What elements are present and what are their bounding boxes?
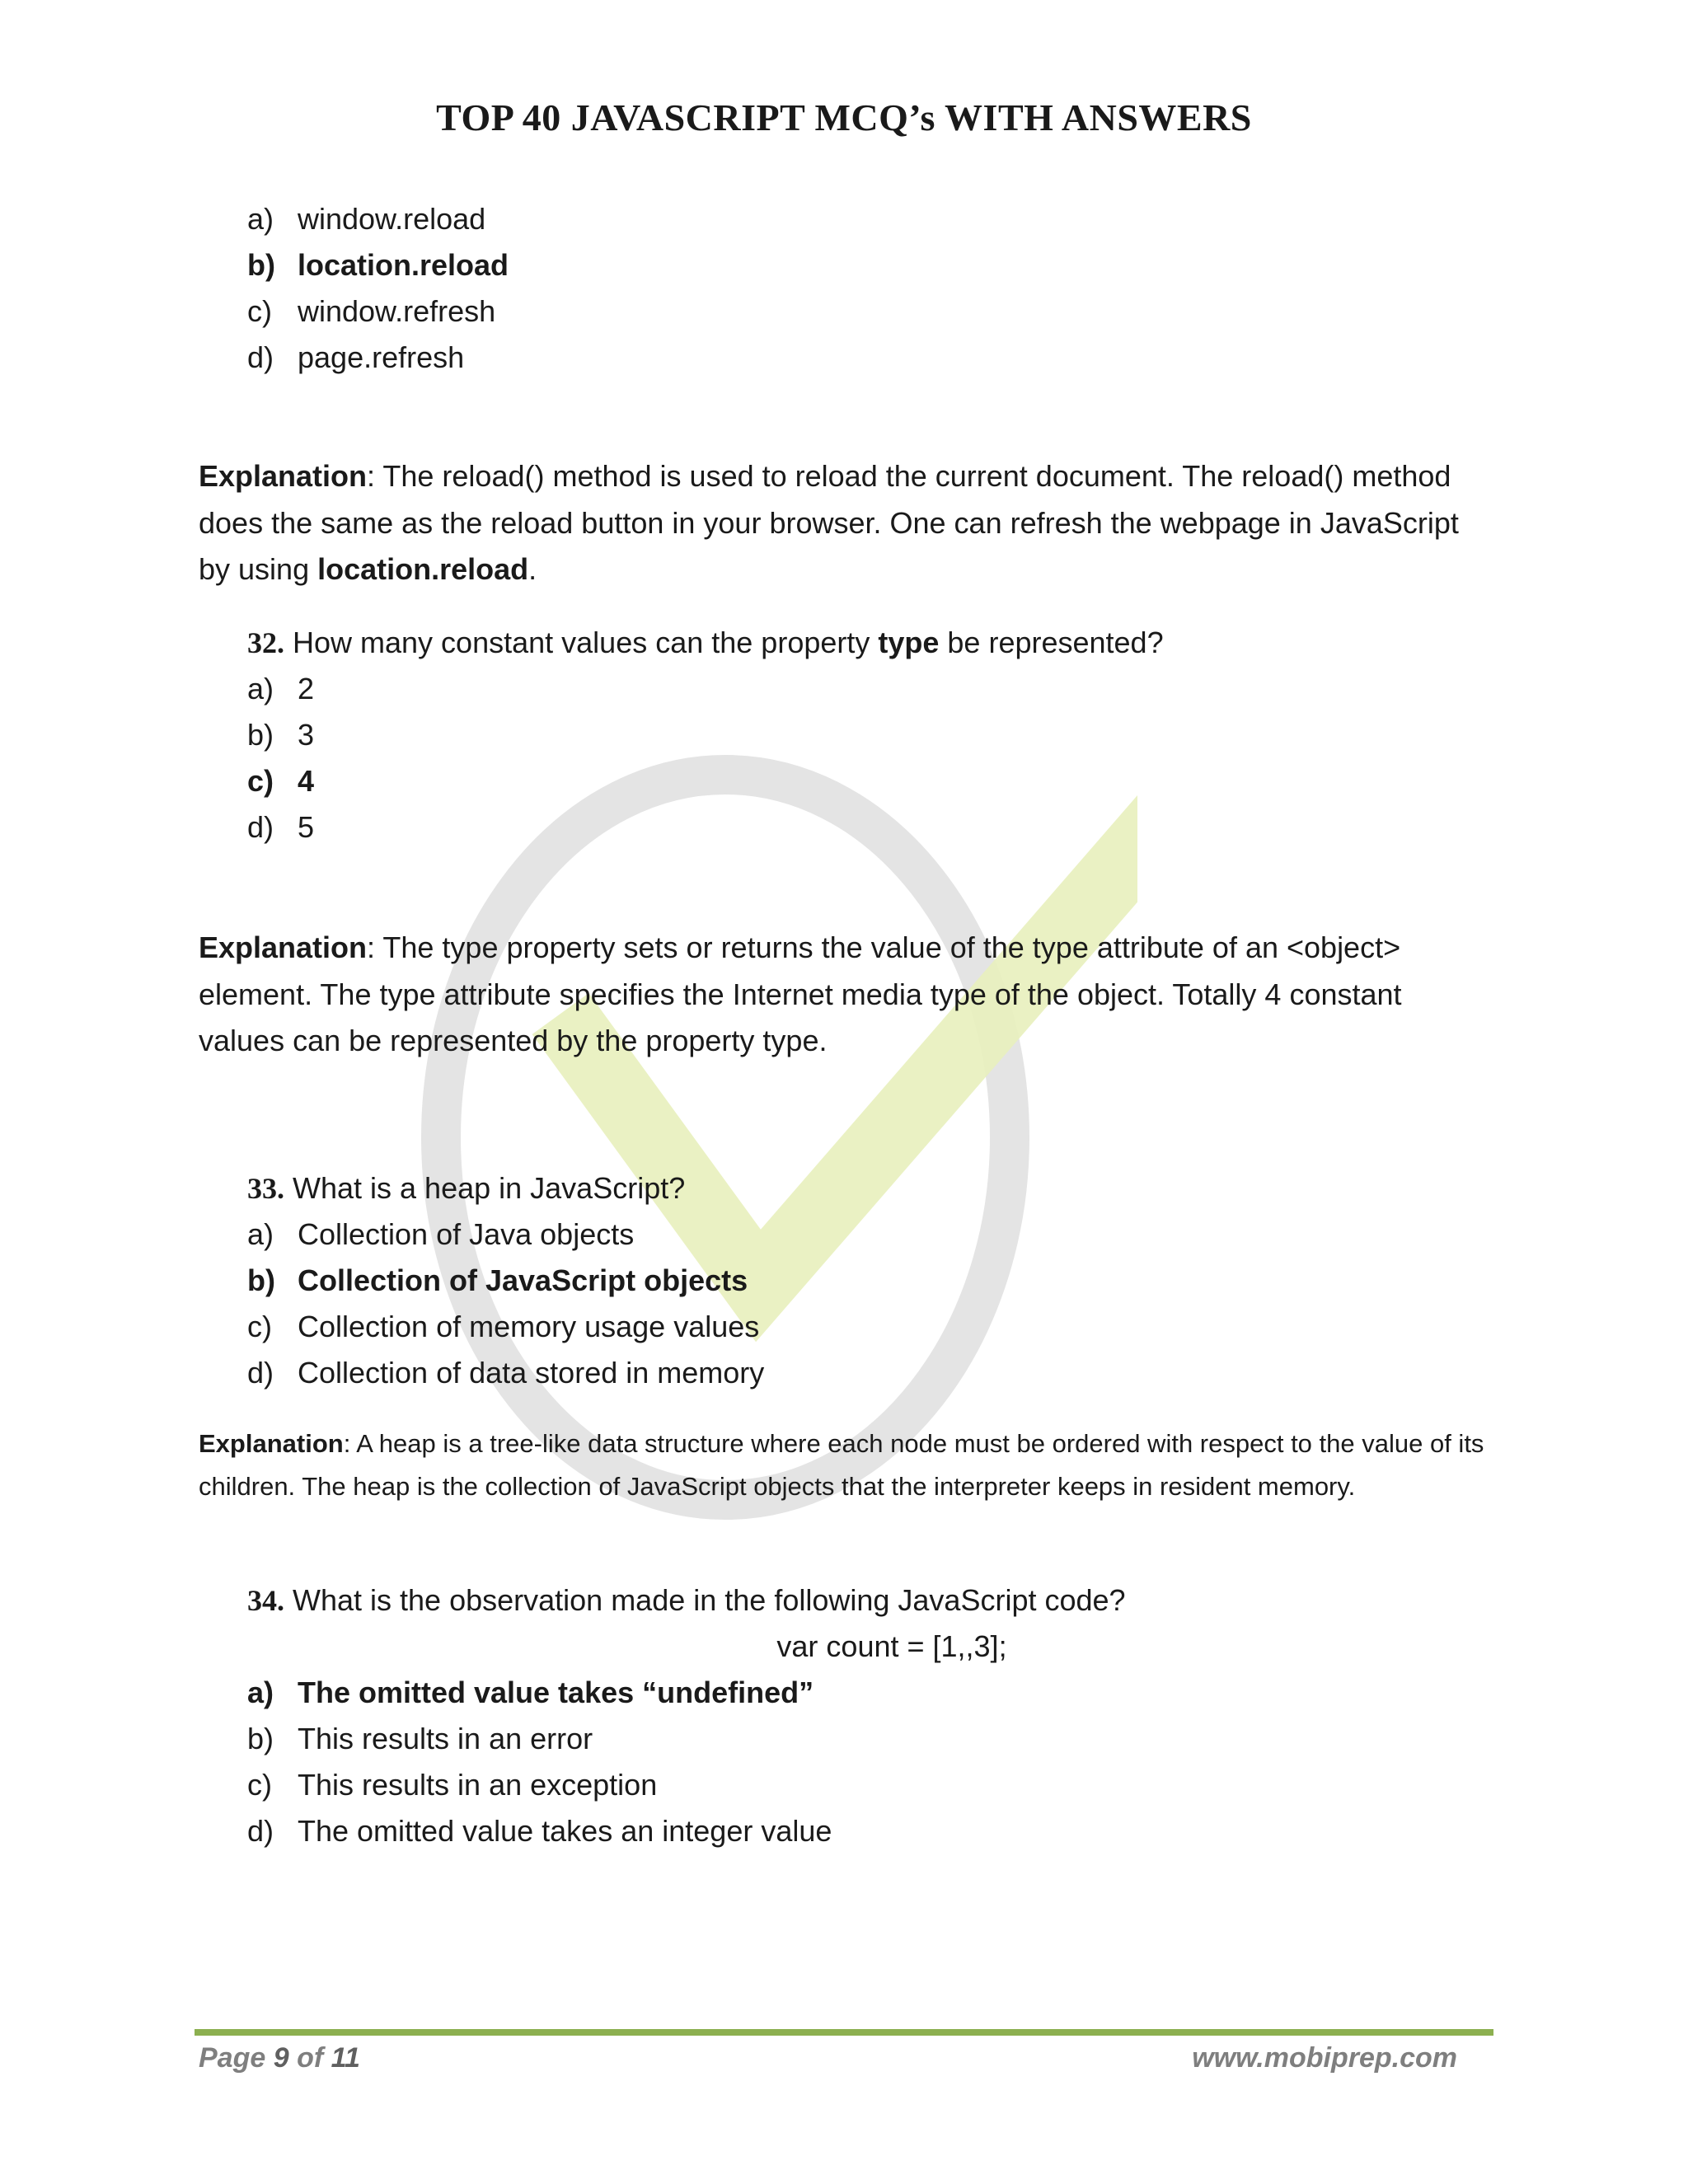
footer-divider: [195, 2029, 1493, 2036]
q34-question: 34. What is the observation made in the following JavaScript code?: [247, 1583, 1126, 1617]
q34-code-snippet: var count = [1,,3];: [776, 1629, 1007, 1663]
page-title: TOP 40 JAVASCRIPT MCQ’s WITH ANSWERS: [436, 96, 1252, 138]
q32-question: 32. How many constant values can the property type be represented?: [247, 626, 1164, 659]
q31-explanation: Explanation: The reload() method is used to reload the current document. The reload() method does the same as the reload button in your browser. One can refresh the webpage in JavaScript by using location.reload.: [199, 459, 1459, 586]
q32-explanation: Explanation: The type property sets or returns the value of the type attribute of an <object> element. The type attribute specifies the Internet media type of the object. Totally 4 constant values can be represented by the property type.: [199, 930, 1402, 1057]
page-number: Page 9 of 11: [199, 2042, 360, 2074]
q33-question: 33. What is a heap in JavaScript?: [247, 1171, 686, 1205]
website-link[interactable]: www.mobiprep.com: [1192, 2042, 1457, 2074]
q33-explanation: Explanation: A heap is a tree-like data structure where each node must be ordered with respect to the value of its children. The heap is the collection of JavaScript objects that the interpreter keeps in resident memory.: [199, 1429, 1484, 1501]
